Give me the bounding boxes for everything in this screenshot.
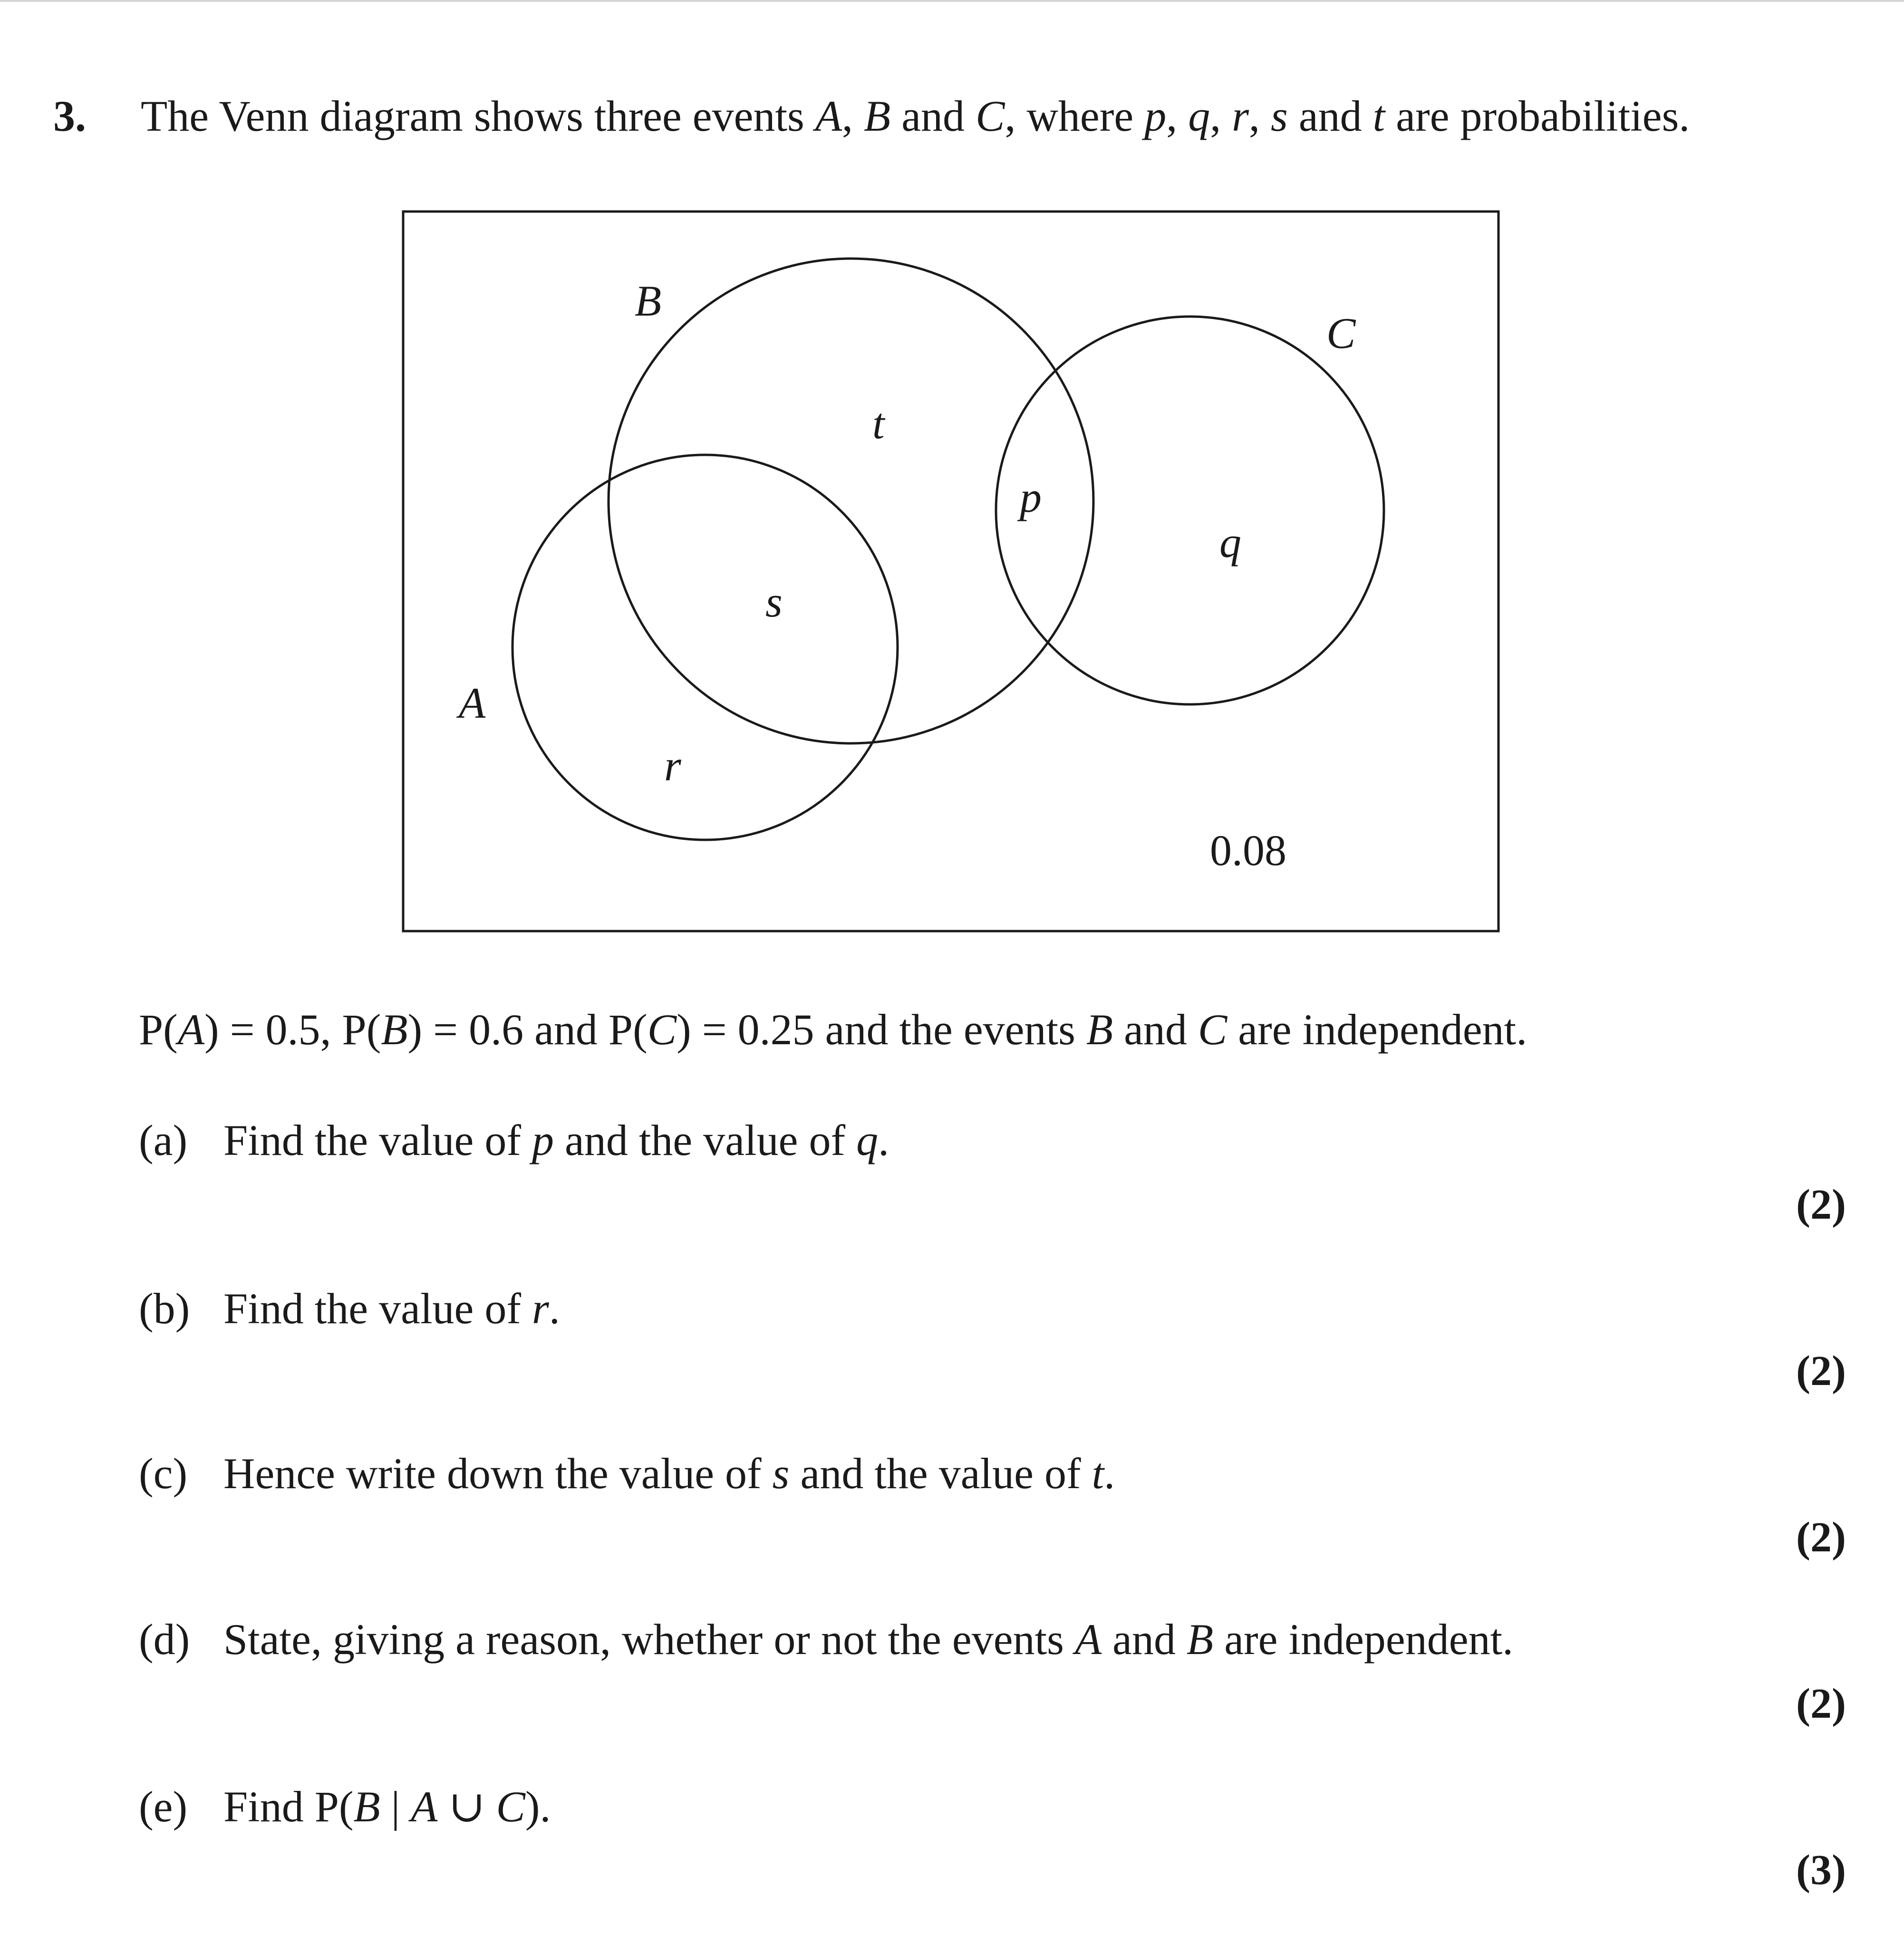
marks-b: (2) <box>1796 1347 1846 1395</box>
intro-var-q: q <box>1188 92 1210 140</box>
part-a <box>139 1118 889 1162</box>
part-text-segment: ). <box>525 1782 551 1831</box>
part-variable: p <box>532 1116 554 1164</box>
intro-text: and <box>890 92 976 140</box>
part-variable: A <box>411 1782 438 1831</box>
part-text <box>223 1449 1115 1498</box>
part-text-segment: Hence write down the value of <box>223 1449 773 1498</box>
given-text: ) = 0.5, P( <box>204 1005 381 1054</box>
given-text: and <box>1113 1005 1198 1054</box>
given-text: are independent. <box>1227 1005 1527 1054</box>
part-letter: (a) <box>139 1116 188 1164</box>
marks-a: (2) <box>1796 1181 1846 1228</box>
given-text: ) = 0.25 and the events <box>677 1005 1086 1054</box>
question-intro <box>141 94 1690 138</box>
intro-var-r: r <box>1232 92 1249 140</box>
region-label-r: r <box>664 741 681 790</box>
intro-var-t: t <box>1372 92 1385 140</box>
region-label-t: t <box>872 399 885 448</box>
part-text-segment: Find the value of <box>223 1116 532 1164</box>
part-text <box>223 1284 560 1333</box>
part-text-segment: State, giving a reason, whether or not the events <box>223 1615 1075 1664</box>
part-variable: A <box>1074 1615 1102 1664</box>
part-text-segment: . <box>878 1116 889 1164</box>
part-text <box>223 1116 889 1164</box>
intro-text: , <box>842 92 864 140</box>
question-number: 3. <box>53 92 86 140</box>
part-letter: (b) <box>139 1284 190 1333</box>
given-var-c: C <box>647 1005 677 1054</box>
circle-c <box>996 317 1384 704</box>
part-text-segment: and the value of <box>554 1116 857 1164</box>
part-text-segment: Find the value of <box>223 1284 532 1333</box>
part-text-segment: . <box>1104 1449 1115 1498</box>
circle-a <box>512 455 898 840</box>
marks-e: (3) <box>1796 1847 1846 1894</box>
part-variable: s <box>772 1449 790 1498</box>
region-label-p: p <box>1020 473 1042 521</box>
intro-text: , where <box>1005 92 1145 140</box>
part-text <box>223 1615 1513 1664</box>
part-variable: t <box>1092 1449 1104 1498</box>
marks-c: (2) <box>1796 1514 1846 1561</box>
intro-var-c: C <box>976 92 1005 140</box>
top-rule <box>0 0 1904 2</box>
part-text-segment: and <box>1102 1615 1187 1664</box>
part-variable: r <box>532 1284 549 1333</box>
marks-d: (2) <box>1796 1680 1846 1727</box>
intro-text: and <box>1287 92 1373 140</box>
part-text-segment: . <box>549 1284 560 1333</box>
part-text-segment: Find P( <box>223 1782 354 1831</box>
set-label-c: C <box>1326 309 1356 357</box>
set-label-b: B <box>635 277 662 325</box>
given-var-c: C <box>1198 1005 1227 1054</box>
given-var-b: B <box>381 1005 408 1054</box>
part-variable: B <box>353 1782 380 1831</box>
part-d <box>139 1615 1514 1664</box>
region-label-s: s <box>765 577 783 626</box>
part-variable: B <box>1187 1615 1214 1664</box>
part-e <box>139 1782 551 1831</box>
part-letter: (d) <box>139 1615 190 1664</box>
intro-var-a: A <box>815 92 842 140</box>
part-b <box>139 1284 560 1333</box>
part-text <box>223 1782 551 1831</box>
outside-value-label: 0.08 <box>1210 826 1286 875</box>
part-variable: C <box>496 1782 525 1831</box>
intro-text: , <box>1166 92 1189 140</box>
intro-var-b: B <box>864 92 891 140</box>
set-label-a: A <box>459 679 486 727</box>
intro-text: , <box>1249 92 1271 140</box>
given-text: P( <box>139 1005 178 1054</box>
venn-diagram <box>402 210 1500 933</box>
part-text-segment: ∪ <box>437 1782 496 1831</box>
part-c <box>139 1449 1115 1498</box>
part-text-segment: are independent. <box>1213 1615 1514 1664</box>
part-letter: (c) <box>139 1449 188 1498</box>
region-label-q: q <box>1219 518 1241 567</box>
given-text: ) = 0.6 and P( <box>407 1005 648 1054</box>
part-variable: q <box>856 1116 879 1164</box>
intro-var-s: s <box>1271 92 1288 140</box>
intro-text: , <box>1210 92 1232 140</box>
intro-text: The Venn diagram shows three events <box>141 92 815 140</box>
part-text-segment: | <box>380 1782 411 1831</box>
part-text-segment: and the value of <box>789 1449 1092 1498</box>
given-probabilities <box>139 1005 1527 1054</box>
given-var-b: B <box>1086 1005 1113 1054</box>
intro-text: are probabilities. <box>1385 92 1690 140</box>
part-letter: (e) <box>139 1782 188 1831</box>
intro-var-p: p <box>1144 92 1167 140</box>
given-var-a: A <box>177 1005 205 1054</box>
